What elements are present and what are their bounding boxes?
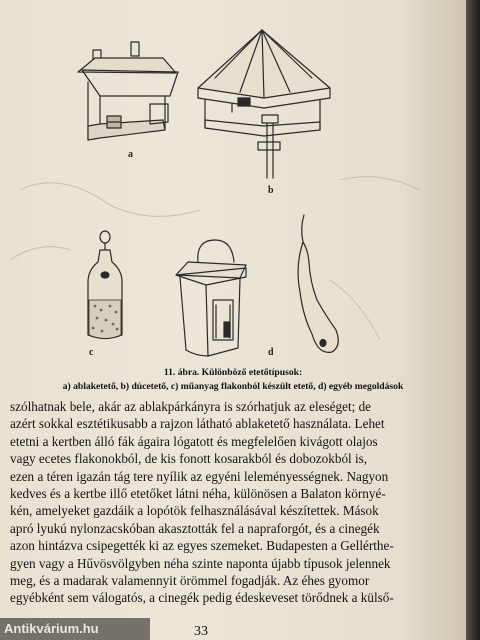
box-feeder-drawing <box>176 240 246 356</box>
figure-label-a: a <box>128 149 133 160</box>
text-line: azon hintázva csipegették ki az egyes szemeket. Budapesten a Gellérthe- <box>10 538 394 554</box>
post-feeder-drawing <box>198 30 330 178</box>
window-feeder-drawing <box>78 42 178 140</box>
figure-label-d: d <box>268 347 274 358</box>
body-paragraph <box>10 398 408 607</box>
text-line: ezen a téren igazán tág tere nyílik az egyéni leleményességnek. Nagyon <box>10 468 389 484</box>
page-number: 33 <box>194 624 208 639</box>
text-line: kedves és a kertbe illő etetőket látni néha, különösen a Balaton környé- <box>10 486 386 502</box>
text-line: etetni a kertben álló fák ágaira lógatott és megfelelően kivágott olajos <box>10 433 378 449</box>
figure-caption-detail: a) ablaketető, b) dúcetető, c) műanyag flakonból készült etető, d) egyéb megoldások <box>62 381 404 392</box>
text-line: szólhatnak bele, akár az ablakpárkányra is szórhatjuk az eleséget; de <box>10 399 372 414</box>
book-spine-edge <box>466 0 480 640</box>
site-watermark: Antikvárium.hu <box>0 618 150 640</box>
figure-label-b: b <box>268 185 274 196</box>
text-line: meg, és a madarak valamennyit örömmel fogadják. Az éhes gyomor <box>10 573 370 589</box>
text-line: azért sokkal esztétikusabb a rajzon látható ablaketető használata. Lehet <box>10 416 385 432</box>
text-line: gyen vagy a Hűvösvölgyben néha szinte naponta újabb típusok jelennek <box>10 555 391 571</box>
text-line: egyébként sem válogatós, a cinegék pedig édeskeveset törődnek a külső- <box>10 590 394 606</box>
figure-caption-title: 11. ábra. Különböző etetőtípusok: <box>163 367 303 378</box>
text-line: apró lyukú nylonzacskóban akasztották fel a napraforgót, és a cinegék <box>10 520 380 536</box>
text-line: vagy ecetes flakonokból, de kis fonott kosarakból és dobozokból is, <box>10 451 368 467</box>
text-line: kén, amelyeket gazdáik a lopótök felhasználásával készítettek. Mások <box>10 503 379 519</box>
gourd-feeder-drawing <box>298 215 338 352</box>
bottle-feeder-drawing <box>88 231 122 339</box>
figure-label-c: c <box>89 347 94 358</box>
